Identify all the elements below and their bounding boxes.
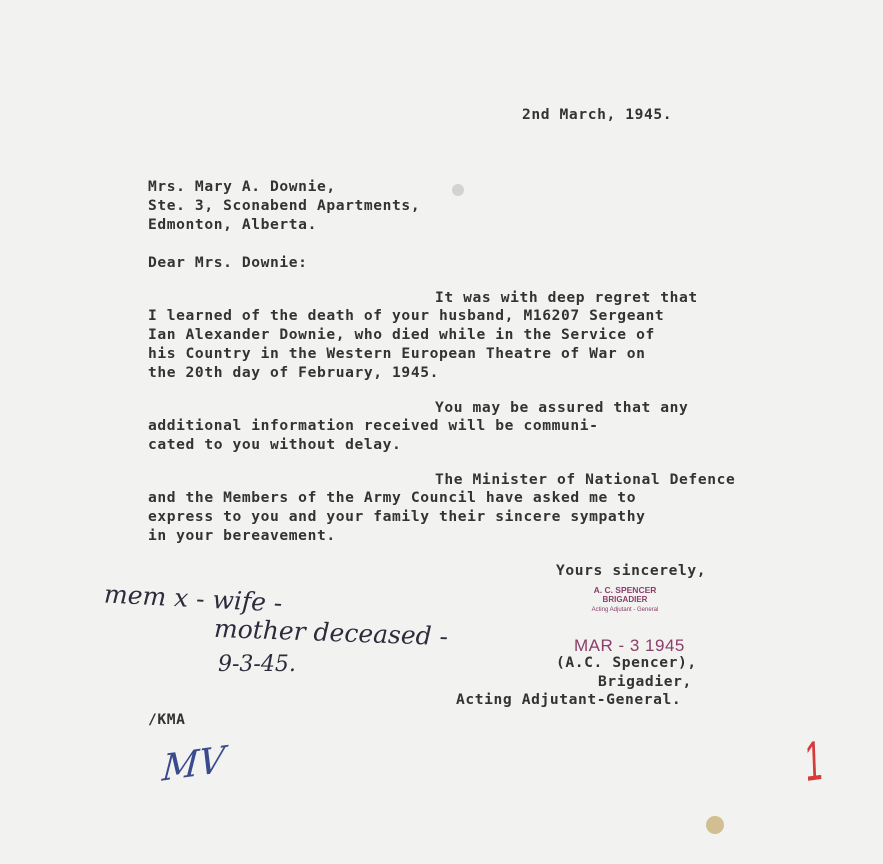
handwritten-line: mother deceased - [213,613,449,652]
reference-initials: /KMA [148,711,186,728]
paragraph-line: and the Members of the Army Council have asked me to [148,489,637,506]
paragraph-line: his Country in the Western European Theatre of War on [148,345,646,362]
paragraph-line: express to you and your family their sincere sympathy [148,508,646,525]
signature-stamp [566,585,684,615]
stamp-name: A. C. SPENCER [593,585,657,595]
paragraph-line: additional information received will be communi- [148,417,599,434]
page-number: 1 [803,727,824,794]
handwritten-line: 9-3-45. [218,652,296,677]
letter-date: 2nd March, 1945. [522,106,673,123]
paper-spot [706,816,724,834]
paragraph-line: You may be assured that any [435,399,689,416]
signatory-title: Acting Adjutant-General. [456,691,682,708]
recipient-city: Edmonton, Alberta. [148,216,317,233]
signatory-rank: Brigadier, [598,673,692,690]
paragraph-line: Ian Alexander Downie, who died while in the Service of [148,326,655,343]
paragraph-line: in your bereavement. [148,527,336,544]
paragraph-line: cated to you without delay. [148,436,402,453]
handwritten-line: mem x - wife - [103,579,284,618]
paper-spot [452,184,464,196]
paragraph-line: I learned of the death of your husband, M16207 Sergeant [148,307,665,324]
signatory-name: (A.C. Spencer), [556,654,697,671]
handwritten-initials: MV [160,739,227,790]
salutation: Dear Mrs. Downie: [148,254,308,271]
paragraph-line: The Minister of National Defence [435,471,736,488]
recipient-name: Mrs. Mary A. Downie, [148,178,336,195]
date-received-stamp: MAR - 3 1945 [574,636,685,655]
closing: Yours sincerely, [556,562,707,579]
paragraph-line: the 20th day of February, 1945. [148,364,439,381]
stamp-rank: BRIGADIER [602,595,648,604]
paragraph-line: It was with deep regret that [435,289,698,306]
stamp-title: Acting Adjutant - General [591,607,659,613]
recipient-street: Ste. 3, Sconabend Apartments, [148,197,421,214]
